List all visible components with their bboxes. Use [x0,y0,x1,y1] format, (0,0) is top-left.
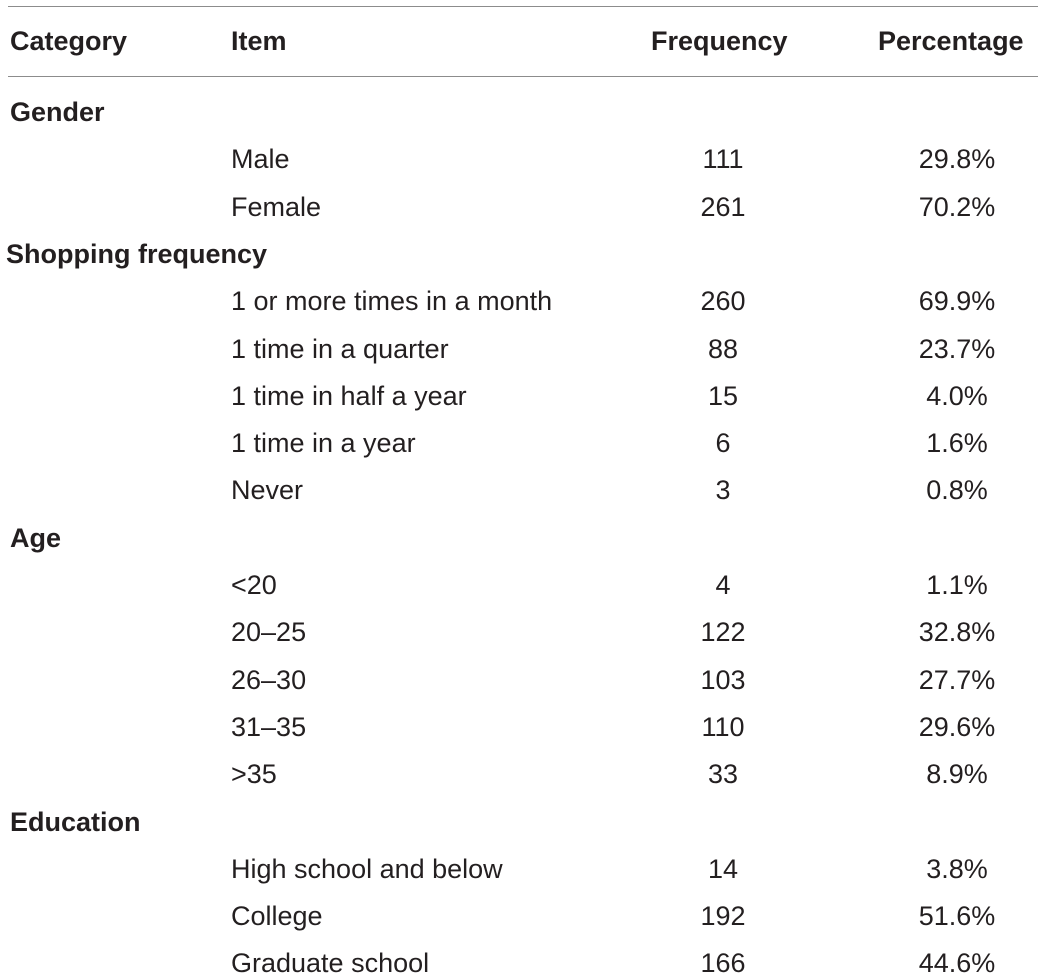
table-row-percentage: 44.6% [918,948,996,978]
table-row-item: 1 time in a quarter [231,334,449,364]
header-frequency: Frequency [651,26,788,56]
table-row-item: Female [231,192,322,222]
header-category: Category [10,26,128,56]
table-row-percentage: 51.6% [918,901,996,931]
table-row-item: 1 time in a year [231,428,416,458]
table-row-frequency: 261 [700,192,746,222]
table-row-percentage: 23.7% [918,334,996,364]
table-row-percentage: 32.8% [918,617,996,647]
table-row-item: 26–30 [231,665,307,695]
header-item: Item [231,26,287,56]
category-education: Education [10,807,141,837]
table-row-frequency: 33 [707,759,739,789]
table-row-frequency: 260 [700,286,746,316]
table-row-frequency: 110 [701,712,745,742]
category-gender: Gender [10,97,105,127]
table-row-percentage: 3.8% [926,854,988,884]
table-row-frequency: 166 [700,948,746,978]
table-row-percentage: 27.7% [918,665,996,695]
table-row-frequency: 3 [715,475,731,505]
header-percentage: Percentage [878,26,1024,56]
table-row-frequency: 103 [700,665,746,695]
table-row-frequency: 111 [702,144,744,174]
table-row-frequency: 88 [707,334,739,364]
table-row-frequency: 4 [715,570,731,600]
table-row-item: High school and below [231,854,503,884]
table-row-frequency: 192 [700,901,746,931]
table-row-percentage: 70.2% [918,192,996,222]
header-rule [8,76,1038,77]
table-row-item: 20–25 [231,617,307,647]
table-row-percentage: 1.6% [926,428,988,458]
table-row-percentage: 4.0% [926,381,988,411]
table-row-percentage: 29.8% [918,144,996,174]
table-row-frequency: 14 [707,854,739,884]
top-rule [8,6,1038,7]
table-row-frequency: 122 [700,617,746,647]
table-row-percentage: 69.9% [918,286,996,316]
table-row-item: >35 [231,759,277,789]
table-row-item: Never [231,475,304,505]
table-row-item: 1 or more times in a month [231,286,553,316]
table-row-item: 31–35 [231,712,307,742]
category-age: Age [10,523,62,553]
table-row-percentage: 1.1% [926,570,988,600]
table-row-item: Male [231,144,290,174]
table-row-percentage: 0.8% [926,475,988,505]
table-row-item: 1 time in half a year [231,381,467,411]
table-row-item: Graduate school [231,948,430,978]
table-row-item: <20 [231,570,277,600]
category-shopping-frequency: Shopping frequency [6,239,268,269]
table-row-percentage: 29.6% [918,712,996,742]
table-row-percentage: 8.9% [926,759,988,789]
table-row-frequency: 6 [715,428,731,458]
table-row-item: College [231,901,323,931]
table-row-frequency: 15 [707,381,739,411]
